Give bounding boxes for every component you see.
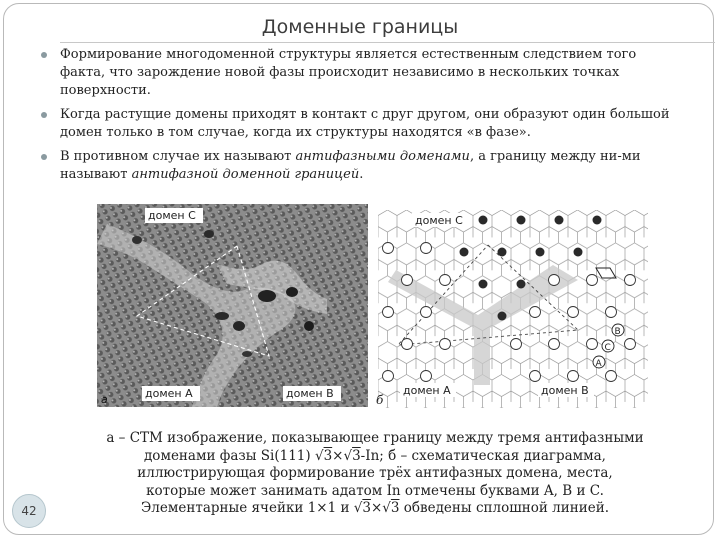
site-marker-c: C: [604, 343, 611, 353]
scheme-label-domain-a: домен A: [403, 384, 451, 397]
bullet-dot-icon: [41, 154, 47, 160]
stm-label-domain-c: домен C: [148, 209, 196, 222]
bullet-list: [40, 46, 680, 190]
caption-line: Элементарные ячейки 1×1 и √3×√3 обведены сплошной линией.: [140, 500, 610, 516]
stm-label-domain-b: домен B: [286, 387, 334, 400]
bullet-item: В противном случае их называют антифазными доменами, а границу между ни-ми называют антифазной доменной границей.: [40, 148, 680, 184]
caption-line: которые может занимать адатом In отмечены буквами A, B и C.: [146, 482, 604, 499]
title-divider: [60, 42, 715, 43]
caption-line: доменами фазы Si(111) √3×√3-In; б – схематическая диаграмма,: [144, 447, 606, 464]
bullet-dot-icon: [41, 112, 47, 118]
scheme-label-domain-b: домен B: [541, 384, 589, 397]
stm-label-domain-a: домен A: [145, 387, 193, 400]
slide-title: Доменные границы: [261, 16, 459, 38]
caption-line: а – СТМ изображение, показывающее границу между тремя антифазными: [106, 430, 644, 446]
stm-panel-letter: а: [101, 393, 108, 406]
site-marker-b: B: [614, 327, 621, 337]
stm-image: [97, 204, 368, 407]
caption-line: иллюстрирующая формирование трёх антифазных домена, места,: [137, 465, 613, 481]
scheme-label-domain-c: домен C: [415, 214, 463, 227]
figure-caption: [95, 430, 655, 518]
scheme-panel-letter: б: [376, 393, 384, 407]
site-marker-a: A: [595, 359, 602, 369]
page-number-badge: 42: [12, 494, 46, 528]
bullet-dot-icon: [41, 52, 47, 58]
bullet-item: Формирование многодоменной структуры является естественным следствием того факта, что зарождение новой фазы происходит независимо в нескольких точках поверхности.: [40, 46, 680, 100]
schematic-diagram: [378, 210, 648, 408]
bullet-item: Когда растущие домены приходят в контакт с друг другом, они образуют один большой домен только в том случае, когда их структуры находятся «в фазе».: [40, 106, 680, 142]
